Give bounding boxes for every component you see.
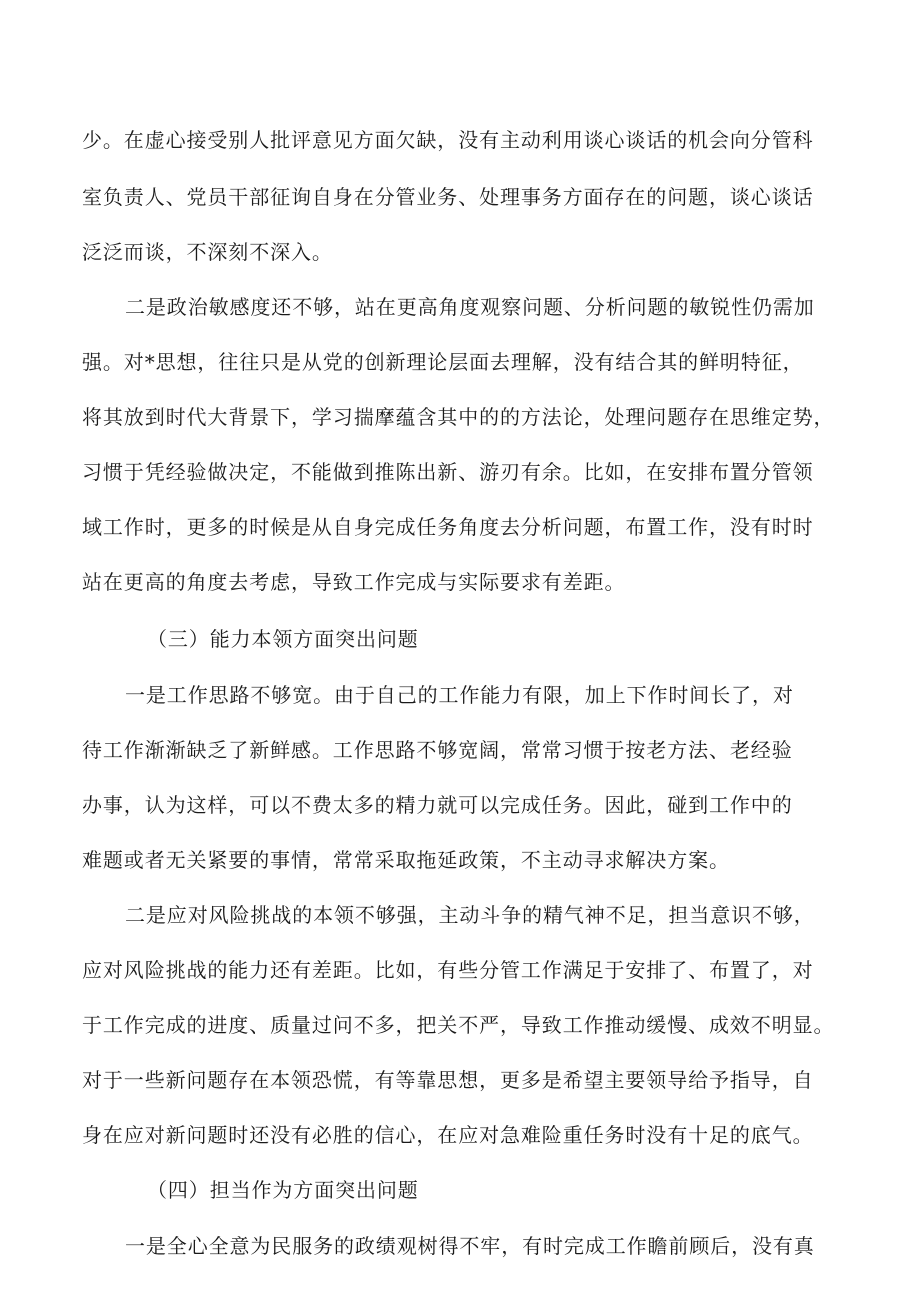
paragraph-line: 难题或者无关紧要的事情，常常采取拖延政策，不主动寻求解决方案。	[82, 848, 730, 872]
paragraph-line: 办事，认为这样，可以不费太多的精力就可以完成任务。因此，碰到工作中的	[82, 793, 793, 817]
section-heading: （三）能力本领方面突出问题	[147, 627, 419, 651]
paragraph-line: 一是全心全意为民服务的政绩观树得不牢，有时完成工作瞻前顾后，没有真	[125, 1234, 815, 1258]
paragraph-line: 一是工作思路不够宽。由于自己的工作能力有限，加上下作时间长了，对	[125, 683, 794, 707]
paragraph-line: 少。在虚心接受别人批评意见方面欠缺，没有主动利用谈心谈话的机会向分管科	[82, 128, 814, 152]
paragraph-line: 站在更高的角度去考虑，导致工作完成与实际要求有差距。	[82, 570, 626, 594]
section-heading: （四）担当作为方面突出问题	[147, 1178, 419, 1202]
paragraph-line: 应对风险挑战的能力还有差距。比如，有些分管工作满足于安排了、布置了，对	[82, 958, 814, 982]
paragraph-line: 将其放到时代大背景下，学习揣摩蕴含其中的的方法论，处理问题存在思维定势，	[82, 405, 835, 429]
paragraph-line: 待工作渐渐缺乏了新鲜感。工作思路不够宽阔，常常习惯于按老方法、老经验	[82, 738, 793, 762]
paragraph-line: 对于一些新问题存在本领恐慌，有等靠思想，更多是希望主要领导给予指导，自	[82, 1068, 814, 1092]
paragraph-line: 强。对*思想，往往只是从党的创新理论层面去理解，没有结合其的鲜明特征，	[82, 350, 804, 374]
paragraph-line: 域工作时，更多的时候是从自身完成任务角度去分析问题，布置工作，没有时时	[82, 515, 814, 539]
paragraph-line: 二是应对风险挑战的本领不够强，主动斗争的精气神不足，担当意识不够，	[125, 903, 815, 927]
paragraph-line: 室负责人、党员干部征询自身在分管业务、处理事务方面存在的问题，谈心谈话	[82, 185, 814, 209]
paragraph-line: 二是政治敏感度还不够，站在更高角度观察问题、分析问题的敏锐性仍需加	[125, 295, 815, 319]
paragraph-line: 身在应对新问题时还没有必胜的信心，在应对急难险重任务时没有十足的底气。	[82, 1123, 814, 1147]
paragraph-line: 泛泛而谈，不深刻不深入。	[82, 240, 333, 264]
paragraph-line: 习惯于凭经验做决定，不能做到推陈出新、游刃有余。比如，在安排布置分管领	[82, 460, 814, 484]
paragraph-line: 于工作完成的进度、质量过问不多，把关不严，导致工作推动缓慢、成效不明显。	[82, 1013, 835, 1037]
